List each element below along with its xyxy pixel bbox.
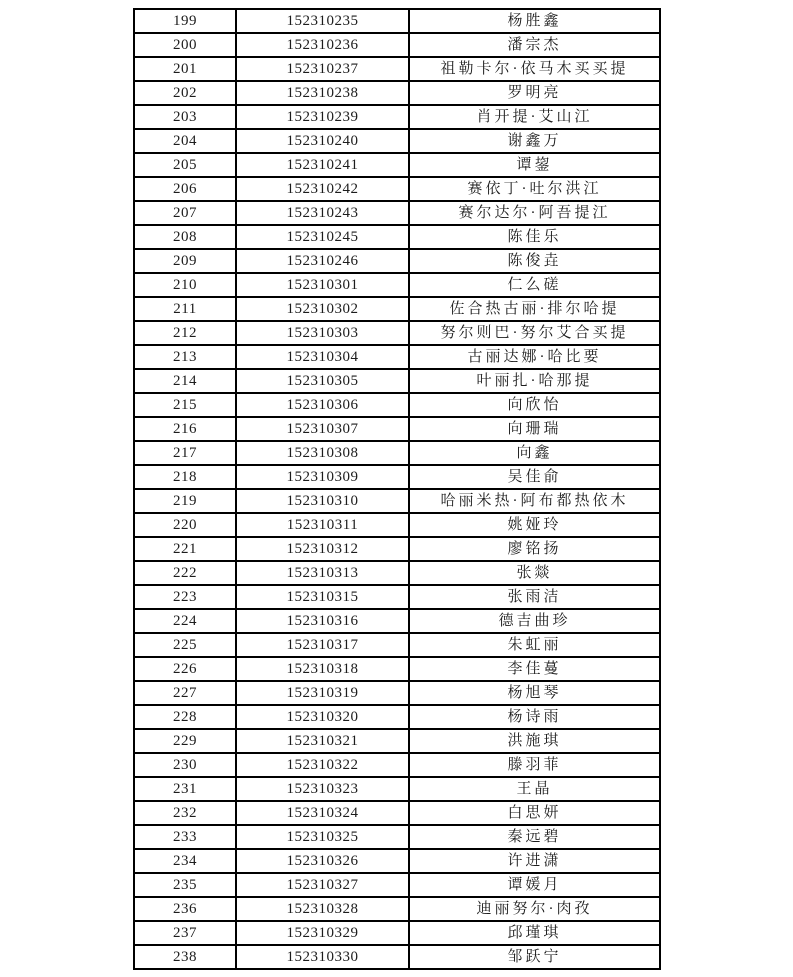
- row-number-cell: 212: [134, 321, 236, 345]
- table-row: [134, 297, 660, 321]
- row-number-cell: 204: [134, 129, 236, 153]
- student-name-cell: 罗明亮: [409, 81, 660, 105]
- table-row: [134, 801, 660, 825]
- student-name-cell: 潘宗杰: [409, 33, 660, 57]
- student-name-cell: 杨诗雨: [409, 705, 660, 729]
- row-number-cell: 229: [134, 729, 236, 753]
- row-number-cell: 220: [134, 513, 236, 537]
- student-id-cell: 152310301: [236, 273, 409, 297]
- student-id-cell: 152310320: [236, 705, 409, 729]
- table-row: [134, 513, 660, 537]
- table-row: [134, 201, 660, 225]
- student-id-cell: 152310246: [236, 249, 409, 273]
- student-id-cell: 152310330: [236, 945, 409, 969]
- student-id-cell: 152310305: [236, 369, 409, 393]
- student-name-cell: 努尔则巴·努尔艾合买提: [409, 321, 660, 345]
- student-name-cell: 白思妍: [409, 801, 660, 825]
- table-row: [134, 825, 660, 849]
- row-number-cell: 207: [134, 201, 236, 225]
- student-name-cell: 秦远碧: [409, 825, 660, 849]
- student-name-cell: 德吉曲珍: [409, 609, 660, 633]
- student-roster-table: [133, 8, 661, 970]
- student-name-cell: 仁么磋: [409, 273, 660, 297]
- table-row: [134, 9, 660, 33]
- row-number-cell: 203: [134, 105, 236, 129]
- student-id-cell: 152310303: [236, 321, 409, 345]
- row-number-cell: 238: [134, 945, 236, 969]
- student-name-cell: 向珊瑞: [409, 417, 660, 441]
- row-number-cell: 208: [134, 225, 236, 249]
- row-number-cell: 231: [134, 777, 236, 801]
- row-number-cell: 201: [134, 57, 236, 81]
- row-number-cell: 226: [134, 657, 236, 681]
- student-name-cell: 向欣怡: [409, 393, 660, 417]
- student-name-cell: 肖开提·艾山江: [409, 105, 660, 129]
- row-number-cell: 219: [134, 489, 236, 513]
- student-id-cell: 152310304: [236, 345, 409, 369]
- table-row: [134, 921, 660, 945]
- row-number-cell: 228: [134, 705, 236, 729]
- student-name-cell: 佐合热古丽·排尔哈提: [409, 297, 660, 321]
- row-number-cell: 218: [134, 465, 236, 489]
- student-name-cell: 谭媛月: [409, 873, 660, 897]
- student-name-cell: 姚娅玲: [409, 513, 660, 537]
- row-number-cell: 199: [134, 9, 236, 33]
- row-number-cell: 232: [134, 801, 236, 825]
- table-row: [134, 225, 660, 249]
- row-number-cell: 236: [134, 897, 236, 921]
- student-id-cell: 152310317: [236, 633, 409, 657]
- table-row: [134, 849, 660, 873]
- student-id-cell: 152310241: [236, 153, 409, 177]
- student-name-cell: 许进潇: [409, 849, 660, 873]
- student-id-cell: 152310308: [236, 441, 409, 465]
- table-row: [134, 489, 660, 513]
- table-row: [134, 417, 660, 441]
- table-row: [134, 153, 660, 177]
- student-name-cell: 吴佳俞: [409, 465, 660, 489]
- student-id-cell: 152310323: [236, 777, 409, 801]
- student-name-cell: 陈佳乐: [409, 225, 660, 249]
- row-number-cell: 222: [134, 561, 236, 585]
- student-name-cell: 哈丽米热·阿布都热依木: [409, 489, 660, 513]
- student-id-cell: 152310245: [236, 225, 409, 249]
- student-name-cell: 邱瑾琪: [409, 921, 660, 945]
- student-name-cell: 赛尔达尔·阿吾提江: [409, 201, 660, 225]
- table-row: [134, 249, 660, 273]
- row-number-cell: 223: [134, 585, 236, 609]
- row-number-cell: 214: [134, 369, 236, 393]
- table-row: [134, 81, 660, 105]
- student-name-cell: 杨胜鑫: [409, 9, 660, 33]
- table-row: [134, 105, 660, 129]
- student-name-cell: 廖铭扬: [409, 537, 660, 561]
- student-id-cell: 152310306: [236, 393, 409, 417]
- student-name-cell: 滕羽菲: [409, 753, 660, 777]
- student-id-cell: 152310309: [236, 465, 409, 489]
- row-number-cell: 235: [134, 873, 236, 897]
- row-number-cell: 205: [134, 153, 236, 177]
- student-name-cell: 张燚: [409, 561, 660, 585]
- row-number-cell: 237: [134, 921, 236, 945]
- student-id-cell: 152310311: [236, 513, 409, 537]
- student-id-cell: 152310325: [236, 825, 409, 849]
- table-row: [134, 273, 660, 297]
- student-name-cell: 祖勒卡尔·依马木买买提: [409, 57, 660, 81]
- student-name-cell: 王晶: [409, 777, 660, 801]
- table-row: [134, 441, 660, 465]
- table-row: [134, 33, 660, 57]
- row-number-cell: 224: [134, 609, 236, 633]
- table-row: [134, 657, 660, 681]
- table-row: [134, 561, 660, 585]
- table-row: [134, 345, 660, 369]
- row-number-cell: 233: [134, 825, 236, 849]
- student-name-cell: 古丽达娜·哈比要: [409, 345, 660, 369]
- student-id-cell: 152310239: [236, 105, 409, 129]
- student-name-cell: 洪施琪: [409, 729, 660, 753]
- student-name-cell: 叶丽扎·哈那提: [409, 369, 660, 393]
- student-id-cell: 152310318: [236, 657, 409, 681]
- table-row: [134, 729, 660, 753]
- row-number-cell: 227: [134, 681, 236, 705]
- row-number-cell: 234: [134, 849, 236, 873]
- student-id-cell: 152310238: [236, 81, 409, 105]
- table-row: [134, 609, 660, 633]
- student-id-cell: 152310324: [236, 801, 409, 825]
- table-row: [134, 585, 660, 609]
- roster-table-body: [134, 9, 660, 969]
- table-row: [134, 633, 660, 657]
- student-id-cell: 152310316: [236, 609, 409, 633]
- table-row: [134, 177, 660, 201]
- student-name-cell: 迪丽努尔·肉孜: [409, 897, 660, 921]
- table-row: [134, 873, 660, 897]
- student-id-cell: 152310326: [236, 849, 409, 873]
- row-number-cell: 221: [134, 537, 236, 561]
- student-id-cell: 152310307: [236, 417, 409, 441]
- table-row: [134, 681, 660, 705]
- table-row: [134, 393, 660, 417]
- table-row: [134, 897, 660, 921]
- table-row: [134, 465, 660, 489]
- student-name-cell: 谢鑫万: [409, 129, 660, 153]
- student-id-cell: 152310315: [236, 585, 409, 609]
- row-number-cell: 217: [134, 441, 236, 465]
- student-id-cell: 152310240: [236, 129, 409, 153]
- student-id-cell: 152310322: [236, 753, 409, 777]
- student-name-cell: 邹跃宁: [409, 945, 660, 969]
- student-id-cell: 152310236: [236, 33, 409, 57]
- student-name-cell: 赛依丁·吐尔洪江: [409, 177, 660, 201]
- student-name-cell: 朱虹丽: [409, 633, 660, 657]
- table-row: [134, 777, 660, 801]
- student-id-cell: 152310242: [236, 177, 409, 201]
- student-id-cell: 152310329: [236, 921, 409, 945]
- table-row: [134, 705, 660, 729]
- student-id-cell: 152310235: [236, 9, 409, 33]
- student-id-cell: 152310328: [236, 897, 409, 921]
- table-row: [134, 369, 660, 393]
- table-row: [134, 129, 660, 153]
- row-number-cell: 200: [134, 33, 236, 57]
- row-number-cell: 206: [134, 177, 236, 201]
- student-name-cell: 向鑫: [409, 441, 660, 465]
- table-row: [134, 945, 660, 969]
- student-name-cell: 李佳蔓: [409, 657, 660, 681]
- table-row: [134, 321, 660, 345]
- row-number-cell: 230: [134, 753, 236, 777]
- student-id-cell: 152310237: [236, 57, 409, 81]
- student-id-cell: 152310310: [236, 489, 409, 513]
- row-number-cell: 202: [134, 81, 236, 105]
- row-number-cell: 211: [134, 297, 236, 321]
- table-row: [134, 57, 660, 81]
- student-id-cell: 152310319: [236, 681, 409, 705]
- student-id-cell: 152310321: [236, 729, 409, 753]
- row-number-cell: 209: [134, 249, 236, 273]
- row-number-cell: 225: [134, 633, 236, 657]
- row-number-cell: 215: [134, 393, 236, 417]
- student-name-cell: 张雨洁: [409, 585, 660, 609]
- table-row: [134, 753, 660, 777]
- row-number-cell: 213: [134, 345, 236, 369]
- student-id-cell: 152310243: [236, 201, 409, 225]
- student-name-cell: 陈俊垚: [409, 249, 660, 273]
- student-id-cell: 152310313: [236, 561, 409, 585]
- student-id-cell: 152310302: [236, 297, 409, 321]
- student-name-cell: 谭鋆: [409, 153, 660, 177]
- student-id-cell: 152310312: [236, 537, 409, 561]
- row-number-cell: 216: [134, 417, 236, 441]
- table-row: [134, 537, 660, 561]
- student-id-cell: 152310327: [236, 873, 409, 897]
- student-name-cell: 杨旭琴: [409, 681, 660, 705]
- row-number-cell: 210: [134, 273, 236, 297]
